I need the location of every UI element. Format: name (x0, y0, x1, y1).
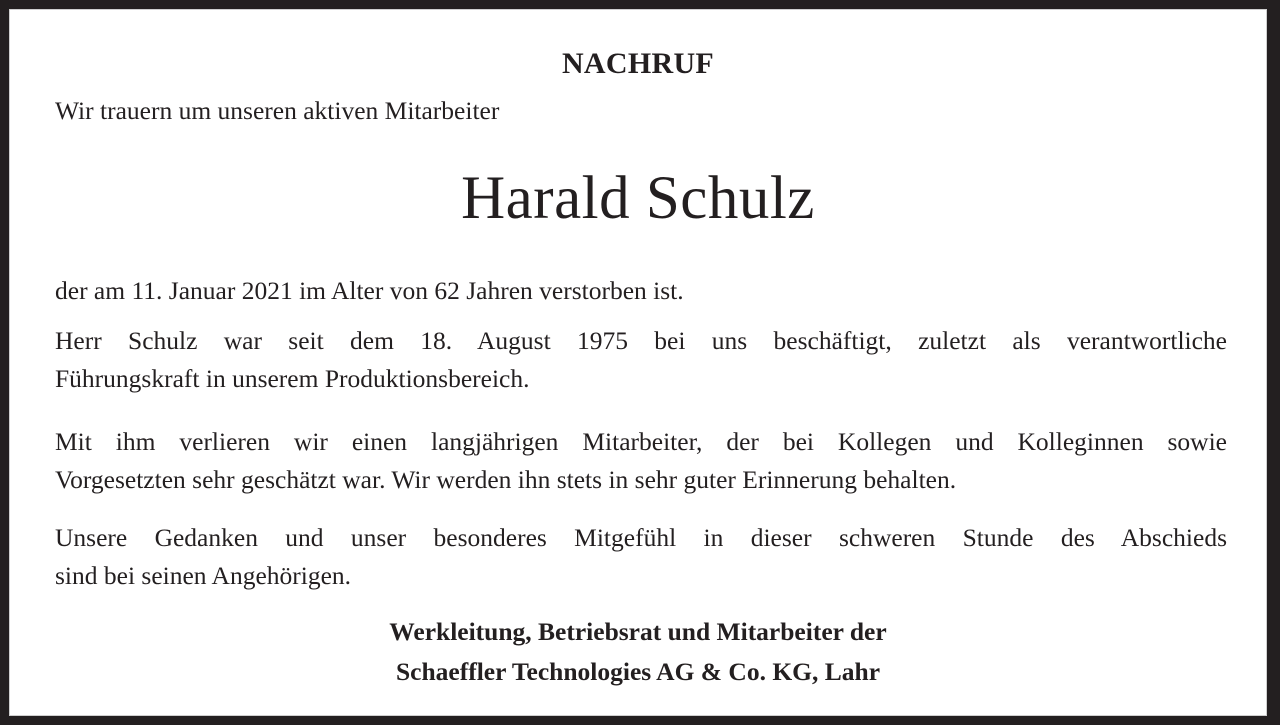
intro-text: Wir trauern um unseren aktiven Mitarbeiter (55, 96, 500, 125)
paragraph-line: Führungskraft in unserem Produktionsbereich. (55, 364, 530, 393)
obituary-notice (9, 9, 1267, 716)
death-statement: der am 11. Januar 2021 im Alter von 62 Jahren verstorben ist. (55, 276, 684, 305)
condolence-paragraph (55, 519, 1227, 595)
signature-block (9, 612, 1267, 692)
paragraph-line: Herr Schulz war seit dem 18. August 1975 bei uns beschäftigt, zuletzt als verantwortliche (55, 326, 1227, 355)
tribute-paragraph (55, 423, 1227, 499)
paragraph-line: Mit ihm verlieren wir einen langjährigen Mitarbeiter, der bei Kollegen und Kolleginnen sowie (55, 427, 1227, 456)
signature-line-2: Schaeffler Technologies AG & Co. KG, Lahr (395, 657, 881, 686)
paragraph-line: Vorgesetzten sehr geschätzt war. Wir werden ihn stets in sehr guter Erinnerung behalten. (55, 465, 957, 494)
paragraph-line: Unsere Gedanken und unser besonderes Mitgefühl in dieser schweren Stunde des Abschieds (55, 523, 1227, 552)
employment-paragraph (55, 322, 1227, 398)
deceased-name: Harald Schulz (461, 165, 815, 232)
notice-heading: NACHRUF (561, 47, 715, 80)
paragraph-line: sind bei seinen Angehörigen. (55, 561, 352, 590)
signature-line-1: Werkleitung, Betriebsrat und Mitarbeiter der (389, 617, 887, 646)
